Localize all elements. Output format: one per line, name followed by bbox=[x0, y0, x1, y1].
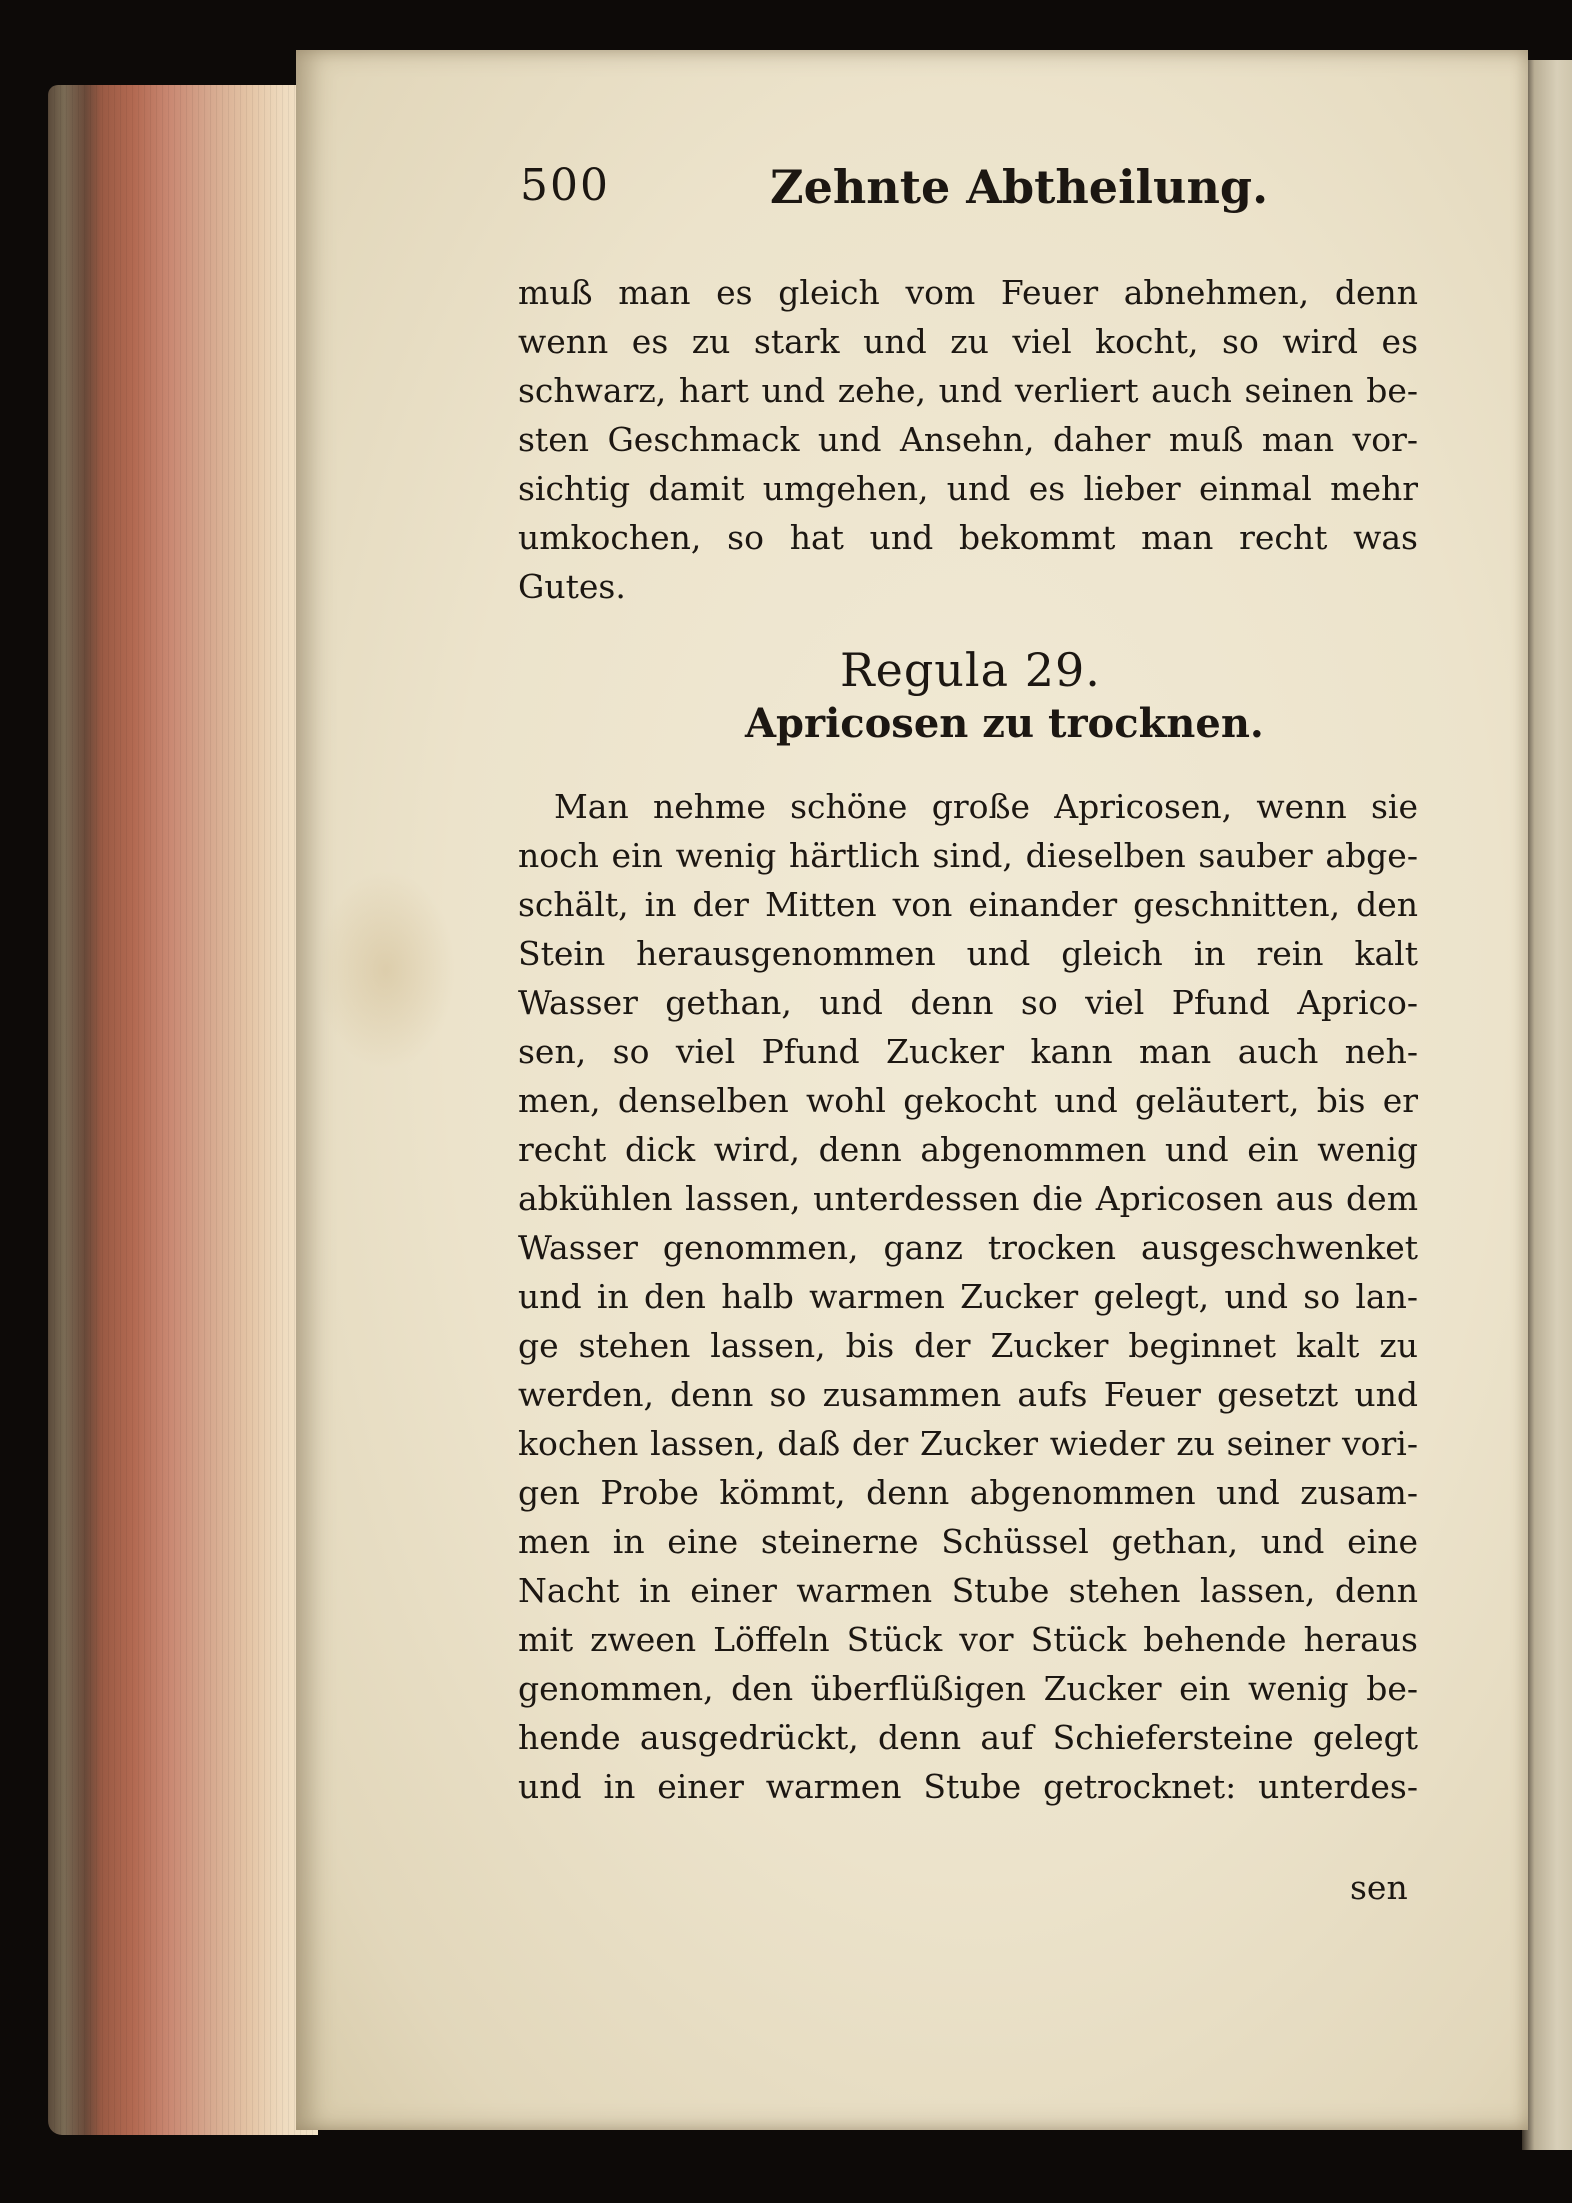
text-line: und in einer warmen Stube getrocknet: unterdes- bbox=[518, 1767, 1418, 1806]
text-line: schält, in der Mitten von einander geschnitten, den bbox=[518, 885, 1418, 924]
page-number: 500 bbox=[520, 160, 610, 211]
page-edge-lines bbox=[48, 85, 318, 2135]
text-line: muß man es gleich vom Feuer abnehmen, denn bbox=[518, 273, 1418, 312]
text-line: Wasser genommen, ganz trocken ausgeschwenket bbox=[518, 1228, 1418, 1267]
text-line: Gutes. bbox=[518, 567, 626, 606]
text-line: noch ein wenig härtlich sind, dieselben sauber abge- bbox=[518, 836, 1418, 875]
text-line: und in den halb warmen Zucker gelegt, und so lan- bbox=[518, 1277, 1418, 1316]
text-line: werden, denn so zusammen aufs Feuer gesetzt und bbox=[518, 1375, 1418, 1414]
text-line: Man nehme schöne große Apricosen, wenn sie bbox=[554, 787, 1418, 826]
paper-stain bbox=[316, 870, 456, 1070]
book-page-edges bbox=[48, 85, 318, 2135]
text-line: ge stehen lassen, bis der Zucker beginnet kalt zu bbox=[518, 1326, 1418, 1365]
text-line: sichtig damit umgehen, und es lieber einmal mehr bbox=[518, 469, 1418, 508]
text-line: hende ausgedrückt, denn auf Schiefersteine gelegt bbox=[518, 1718, 1418, 1757]
text-line: recht dick wird, denn abgenommen und ein wenig bbox=[518, 1130, 1418, 1169]
text-line: gen Probe kömmt, denn abgenommen und zusam- bbox=[518, 1473, 1418, 1512]
text-line: sten Geschmack und Ansehn, daher muß man vor- bbox=[518, 420, 1418, 459]
text-line: kochen lassen, daß der Zucker wieder zu seiner vori- bbox=[518, 1424, 1418, 1463]
paragraph-continued bbox=[518, 268, 1418, 611]
text-line: genommen, den überflüßigen Zucker ein wenig be- bbox=[518, 1669, 1418, 1708]
text-line: abkühlen lassen, unterdessen die Apricosen aus dem bbox=[518, 1179, 1418, 1218]
text-line: umkochen, so hat und bekommt man recht was bbox=[518, 518, 1418, 557]
facing-page-edge bbox=[1522, 60, 1572, 2150]
section-title: Zehnte Abtheilung. bbox=[770, 160, 1269, 214]
regula-heading: Regula 29. bbox=[840, 643, 1101, 697]
text-line: Stein herausgenommen und gleich in rein kalt bbox=[518, 934, 1418, 973]
text-line: Wasser gethan, und denn so viel Pfund Aprico- bbox=[518, 983, 1418, 1022]
text-line: schwarz, hart und zehe, und verliert auch seinen be- bbox=[518, 371, 1418, 410]
recipe-title: Apricosen zu trocknen. bbox=[745, 700, 1264, 747]
recipe-paragraph bbox=[518, 782, 1418, 1811]
text-line: mit zween Löffeln Stück vor Stück behende heraus bbox=[518, 1620, 1418, 1659]
text-line: men, denselben wohl gekocht und geläutert, bis er bbox=[518, 1081, 1418, 1120]
text-line: wenn es zu stark und zu viel kocht, so wird es bbox=[518, 322, 1418, 361]
text-line: men in eine steinerne Schüssel gethan, und eine bbox=[518, 1522, 1418, 1561]
catchword: sen bbox=[1350, 1868, 1408, 1907]
text-line: sen, so viel Pfund Zucker kann man auch neh- bbox=[518, 1032, 1418, 1071]
text-line: Nacht in einer warmen Stube stehen lassen, denn bbox=[518, 1571, 1418, 1610]
